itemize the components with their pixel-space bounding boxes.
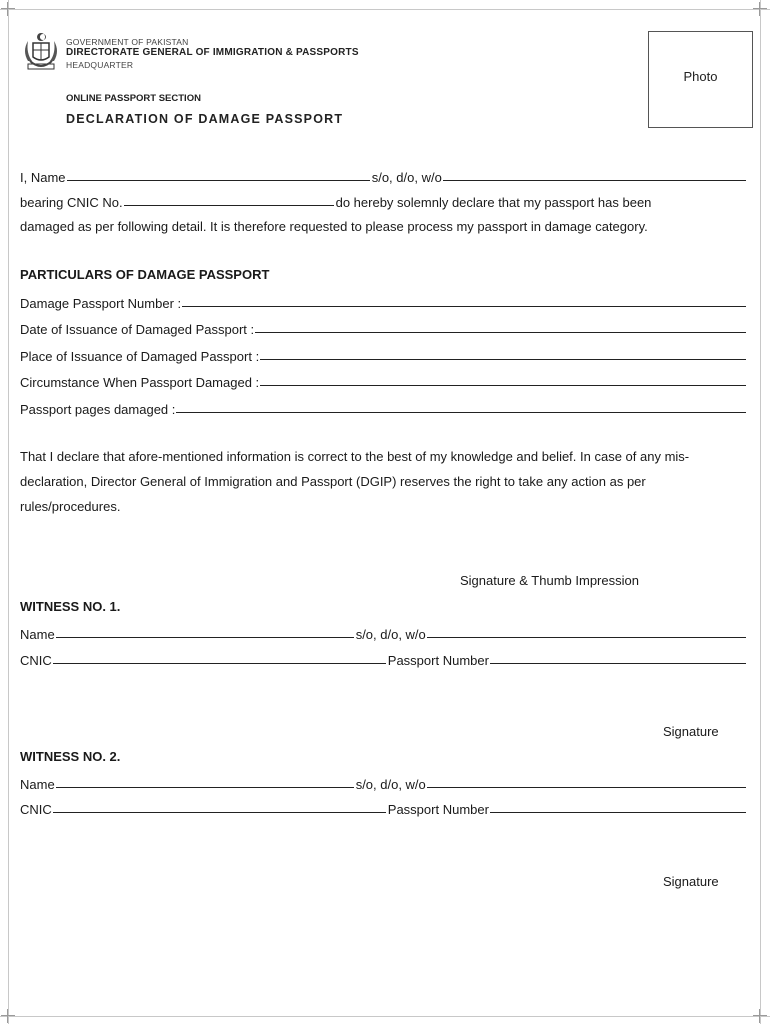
frame-bottom	[0, 1016, 770, 1017]
office-name: HEADQUARTER	[66, 60, 134, 70]
witness1-heading: WITNESS NO. 1.	[20, 599, 121, 614]
witness2-heading: WITNESS NO. 2.	[20, 749, 121, 764]
pages-damaged-field[interactable]	[176, 402, 746, 413]
damage-passport-number-field[interactable]	[182, 296, 746, 307]
photo-label: Photo	[683, 69, 718, 84]
witness2-relation-label: s/o, d/o, w/o	[355, 777, 426, 792]
issuance-place-line	[20, 344, 748, 364]
witness2-relation-field[interactable]	[427, 777, 746, 788]
witness1-name-label: Name	[20, 627, 55, 642]
witness2-name-field[interactable]	[56, 777, 354, 788]
issuance-date-line	[20, 317, 748, 337]
signature-thumb-label: Signature & Thumb Impression	[460, 573, 639, 588]
page-title: DECLARATION OF DAMAGE PASSPORT	[66, 112, 344, 126]
frame-top	[0, 9, 770, 10]
name-label: I, Name	[20, 170, 66, 185]
crop-mark-bottom-left	[1, 1009, 15, 1023]
declaration-cnic-line	[20, 190, 748, 210]
circumstance-field[interactable]	[260, 375, 746, 386]
witness1-cnic-line	[20, 648, 748, 668]
government-emblem-icon	[20, 31, 62, 73]
witness1-cnic-label: CNIC	[20, 653, 52, 668]
frame-right	[760, 0, 761, 1024]
pages-damaged-label: Passport pages damaged :	[20, 402, 176, 417]
declaration-text-line	[20, 214, 748, 234]
circumstance-line	[20, 370, 748, 390]
issuance-place-label: Place of Issuance of Damaged Passport :	[20, 349, 260, 364]
witness1-passport-field[interactable]	[490, 653, 746, 664]
witness1-relation-field[interactable]	[427, 627, 746, 638]
declaration-name-line	[20, 165, 748, 185]
declaration-statement: That I declare that afore-mentioned information is correct to the best of my knowledge and belief. In case of any mis-declaration, Director General of Immigration and Passport (DGIP) reserves the right to take any action as per rules/procedures.	[20, 449, 690, 514]
witness1-name-line	[20, 622, 748, 642]
crop-mark-bottom-right	[753, 1009, 767, 1023]
damage-passport-number-label: Damage Passport Number :	[20, 296, 182, 311]
government-name: GOVERNMENT OF PAKISTAN	[66, 37, 189, 47]
crop-mark-top-right	[753, 2, 767, 16]
witness1-cnic-field[interactable]	[53, 653, 386, 664]
witness2-cnic-line	[20, 797, 748, 817]
damage-passport-number-line	[20, 291, 748, 311]
witness1-relation-label: s/o, d/o, w/o	[355, 627, 426, 642]
circumstance-label: Circumstance When Passport Damaged :	[20, 375, 260, 390]
declaration-text-2: damaged as per following detail. It is therefore requested to please process my passport in damage category.	[20, 219, 648, 234]
declaration-text: do hereby solemnly declare that my passport has been	[335, 195, 652, 210]
frame-left	[8, 0, 9, 1024]
cnic-field[interactable]	[124, 195, 334, 206]
witness1-passport-label: Passport Number	[387, 653, 489, 668]
witness2-name-label: Name	[20, 777, 55, 792]
witness2-cnic-field[interactable]	[53, 802, 386, 813]
relation-label: s/o, d/o, w/o	[371, 170, 442, 185]
witness2-name-line	[20, 772, 748, 792]
photo-box[interactable]	[648, 31, 753, 128]
issuance-place-field[interactable]	[260, 349, 746, 360]
section-name: ONLINE PASSPORT SECTION	[66, 93, 201, 104]
issuance-date-label: Date of Issuance of Damaged Passport :	[20, 322, 255, 337]
witness2-passport-field[interactable]	[490, 802, 746, 813]
issuance-date-field[interactable]	[255, 322, 746, 333]
witness1-name-field[interactable]	[56, 627, 354, 638]
crop-mark-top-left	[1, 2, 15, 16]
witness2-cnic-label: CNIC	[20, 802, 52, 817]
witness2-passport-label: Passport Number	[387, 802, 489, 817]
witness2-signature-label: Signature	[663, 874, 719, 889]
name-field[interactable]	[67, 170, 370, 181]
particulars-heading: PARTICULARS OF DAMAGE PASSPORT	[20, 267, 270, 282]
cnic-label: bearing CNIC No.	[20, 195, 123, 210]
directorate-name: DIRECTORATE GENERAL OF IMMIGRATION & PASSPORTS	[66, 47, 359, 58]
pages-damaged-line	[20, 397, 748, 417]
relation-field[interactable]	[443, 170, 746, 181]
witness1-signature-label: Signature	[663, 724, 719, 739]
